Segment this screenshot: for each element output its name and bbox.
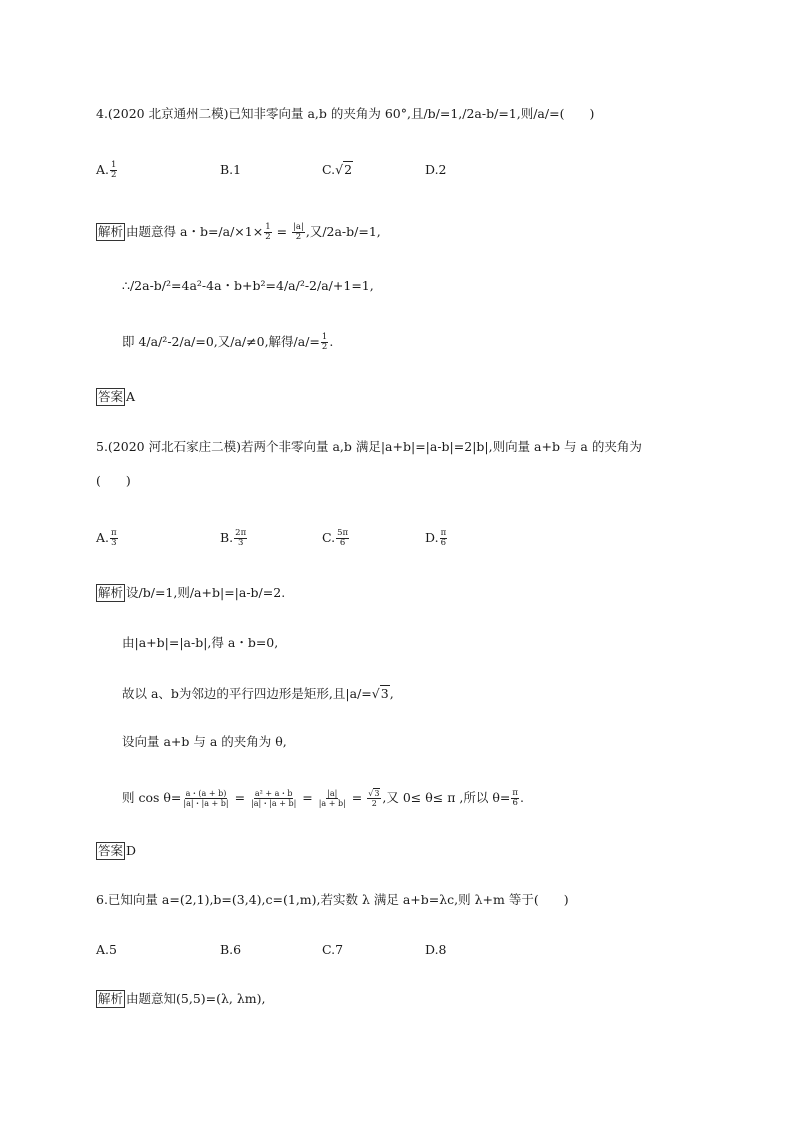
q6-option-c: C.7 bbox=[322, 942, 344, 957]
q5-analysis-line1: 解析 设/b/=1,则/a+b|=|a-b/=2. bbox=[98, 585, 286, 600]
q5-analysis-line3: 故以 a、b为邻边的平行四边形是矩形,且|a/=√3, bbox=[122, 686, 394, 701]
q5-analysis-line4: 设向量 a+b 与 a 的夹角为 θ, bbox=[122, 734, 287, 749]
q4-analysis-line1: 解析 由题意得 a・b=/a/×1× $\frac{1}{2}$ = $\frac{|a|}{2}$ ,又/2a-b/=1, bbox=[98, 222, 381, 242]
q5-answer: 答案 D bbox=[98, 843, 137, 858]
q4-analysis-line3: 即 4/a/²-2/a/=0,又/a/≠0,解得/a/= $\frac{1}{2}$ . bbox=[122, 332, 334, 352]
q4-option-c: C.√2 bbox=[322, 162, 353, 177]
q5-option-a: A. $\frac{\pi}{3}$ bbox=[96, 528, 117, 548]
q5-option-d: D. $\frac{\pi}{6}$ bbox=[425, 528, 447, 548]
q5-option-c: C. $\frac{5\pi}{6}$ bbox=[322, 528, 349, 548]
q4-analysis-line2: ∴/2a-b/²=4a²-4a・b+b²=4/a/²-2/a/+1=1, bbox=[122, 278, 374, 293]
q6-option-d: D.8 bbox=[425, 942, 447, 957]
q6-option-b: B.6 bbox=[220, 942, 242, 957]
q4-answer: 答案 A bbox=[98, 389, 136, 404]
q6-option-a: A.5 bbox=[96, 942, 117, 957]
q5-stem-line2: ( ) bbox=[96, 473, 131, 488]
q6-stem: 6.已知向量 a=(2,1),b=(3,4),c=(1,m),若实数 λ 满足 a+b=λc,则 λ+m 等于( ) bbox=[96, 892, 569, 907]
q4-option-b: B.1 bbox=[220, 162, 242, 177]
q5-analysis-line2: 由|a+b|=|a-b|,得 a・b=0, bbox=[122, 635, 279, 650]
q5-analysis-tag: 解析 bbox=[98, 585, 124, 600]
q6-analysis-line1: 解析 由题意知(5,5)=(λ, λm), bbox=[98, 991, 266, 1006]
q4-answer-tag: 答案 bbox=[98, 389, 124, 404]
q4-option-a: A. $\frac{1}{2}$ bbox=[96, 160, 117, 180]
q5-answer-tag: 答案 bbox=[98, 843, 124, 858]
q4-stem: 4.(2020 北京通州二模)已知非零向量 a,b 的夹角为 60°,且/b/=1,/2a-b/=1,则/a/=( ) bbox=[96, 106, 595, 121]
q5-analysis-line5: 则 cos θ= $\frac{a・(a + b)}{|a|・|a + b|}$ = $\frac{\text{a² + a・b}}{|a|・|a + b|}$ = $\frac{|a|}{|a + b|}$ = $\frac{√3}{2}$ ,又 0≤ θ≤ π ,所以 θ= $\frac{\pi}{6}$ . bbox=[122, 788, 524, 808]
q4-analysis-tag: 解析 bbox=[98, 224, 124, 239]
q4-option-d: D.2 bbox=[425, 162, 447, 177]
q5-stem-line1: 5.(2020 河北石家庄二模)若两个非零向量 a,b 满足|a+b|=|a-b|=2|b|,则向量 a+b 与 a 的夹角为 bbox=[96, 439, 642, 454]
q6-analysis-tag: 解析 bbox=[98, 991, 124, 1006]
q5-option-b: B. $\frac{2\pi}{3}$ bbox=[220, 528, 247, 548]
